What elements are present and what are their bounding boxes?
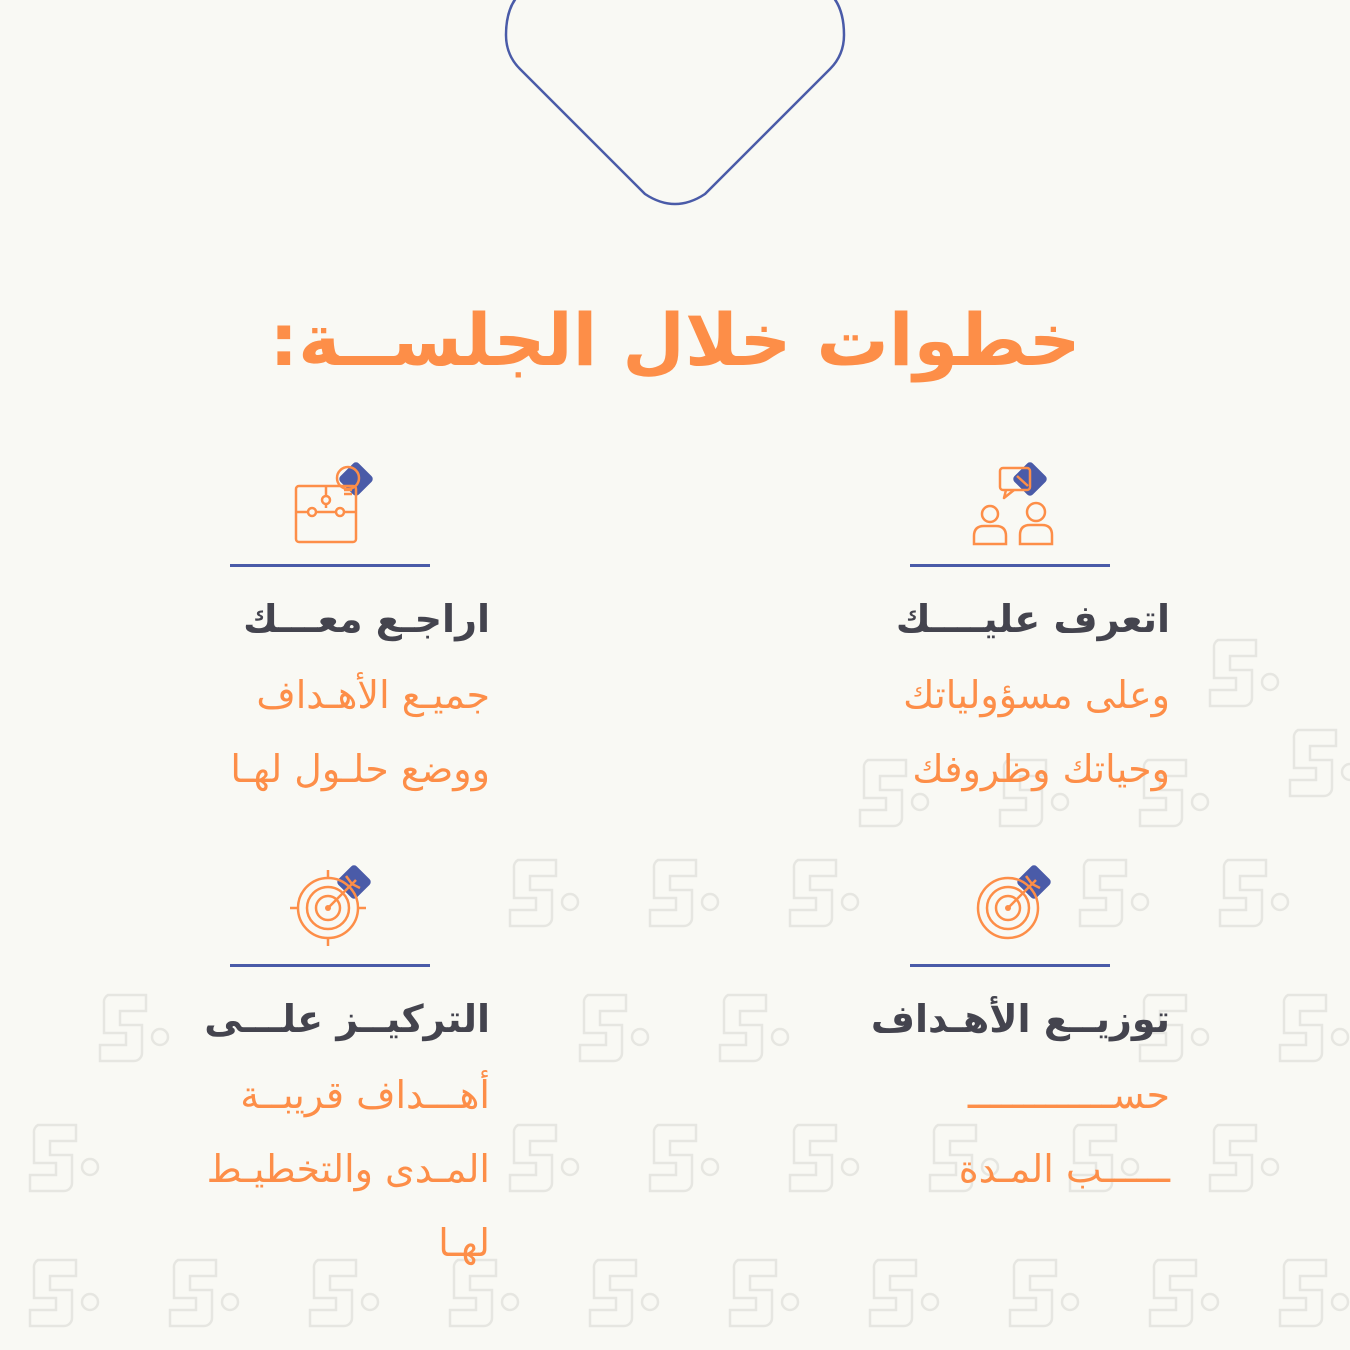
step-body-line: وحياتك وظروفك xyxy=(912,747,1170,791)
step-divider xyxy=(230,564,430,567)
step-body-line: ووضع حلـول لهـا xyxy=(230,747,490,791)
page-title: خطوات خلال الجلســة: xyxy=(269,298,1081,382)
step-body xyxy=(170,658,490,806)
step-heading: توزيــع الأهـداف xyxy=(870,997,1170,1041)
step-body-line: جميـع الأهـداف xyxy=(256,673,490,717)
puzzle-lightbulb-icon xyxy=(280,460,380,550)
step-divider xyxy=(910,964,1110,967)
step-divider xyxy=(910,564,1110,567)
step-body-line: حســـــــــــــ xyxy=(967,1073,1170,1117)
step-heading: اراجـع معـــك xyxy=(243,597,490,641)
step-body-line: أهـــداف قريبــة xyxy=(240,1073,490,1117)
target-arrow-icon xyxy=(960,860,1060,950)
step-body xyxy=(170,1058,490,1280)
two-people-chat-icon xyxy=(960,460,1060,550)
step-body xyxy=(850,1058,1170,1206)
step-divider xyxy=(230,964,430,967)
step-body-line: ــــــب المـدة xyxy=(958,1147,1170,1191)
target-arrow-icon xyxy=(280,860,380,950)
step-body-line: لهـا xyxy=(438,1221,490,1265)
step-heading: اتعرف عليــــك xyxy=(895,597,1170,641)
step-body xyxy=(850,658,1170,806)
step-body-line: المـدى والتخطيـط xyxy=(206,1147,490,1191)
top-diamond-outline xyxy=(480,0,870,230)
step-body-line: وعلى مسؤولياتك xyxy=(903,673,1170,717)
step-heading: التركيــز علـــى xyxy=(204,997,490,1041)
